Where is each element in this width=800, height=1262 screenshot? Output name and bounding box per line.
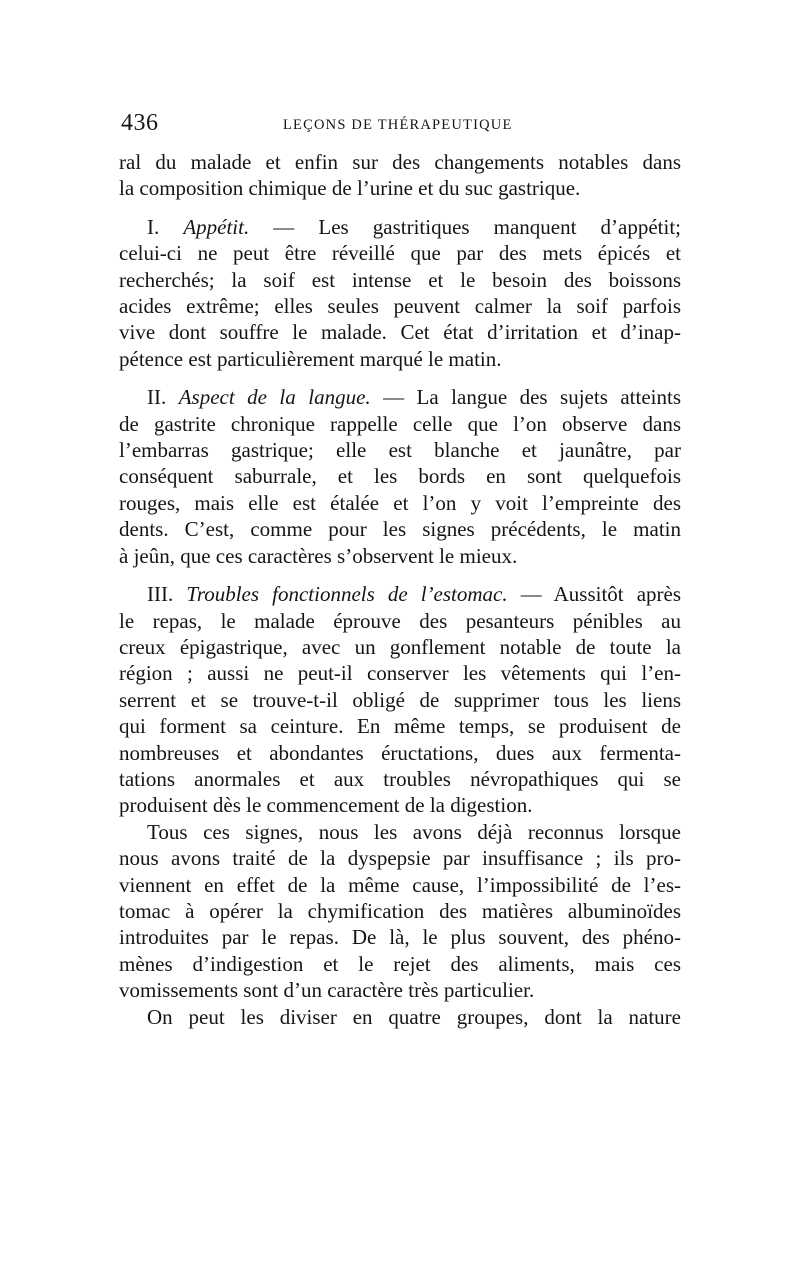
text-line: tomac à opérer la chymification des matières albuminoïdes [119, 898, 681, 923]
paragraph-appetit [119, 214, 681, 372]
page-header [121, 110, 679, 140]
text-line: le repas, le malade éprouve des pesanteurs pénibles au [119, 608, 681, 633]
paragraph-signes [119, 819, 681, 1004]
text-line: On peut les diviser en quatre groupes, dont la nature [147, 1004, 681, 1029]
text-line: qui forment sa ceinture. En même temps, se produisent de [119, 714, 681, 739]
section-label: I. [147, 214, 160, 239]
text-line: la composition chimique de l’urine et du suc gastrique. [119, 176, 581, 201]
text-line: vive dont souffre le malade. Cet état d’irritation et d’inap- [119, 320, 681, 345]
text-line: dents. C’est, comme pour les signes précédents, le matin [119, 517, 681, 542]
text-line [119, 581, 681, 607]
text-line: celui-ci ne peut être réveillé que par des mets épicés et [119, 241, 681, 266]
section-label: II. [147, 385, 167, 410]
text-line: recherchés; la soif est intense et le besoin des boissons [119, 267, 681, 292]
section-title: Troubles fonctionnels de l’estomac. [186, 582, 508, 607]
text-line: région ; aussi ne peut-il conserver les vêtements qui l’en- [119, 661, 681, 686]
text-line: de gastrite chronique rappelle celle que l’on observe dans [119, 411, 681, 436]
text-line: serrent et se trouve-t-il obligé de supprimer tous les liens [119, 687, 681, 712]
text-line: pétence est particulièrement marqué le matin. [119, 346, 502, 371]
text-line [119, 384, 681, 410]
text-line: l’embarras gastrique; elle est blanche et jaunâtre, par [119, 438, 681, 463]
paragraph-groupes [119, 1004, 681, 1030]
body-text [119, 149, 681, 1030]
text-line: tations anormales et aux troubles névropathiques qui se [119, 766, 681, 791]
text-line: ral du malade et enfin sur des changements notables dans [119, 150, 681, 174]
page-number: 436 [121, 110, 159, 136]
paragraph-troubles [119, 581, 681, 819]
section-title: Appétit. [183, 214, 250, 239]
text-line: à jeûn, que ces caractères s’observent le mieux. [119, 543, 518, 568]
section-lead: — La langue des sujets atteints [370, 385, 682, 410]
section-label: III. [147, 582, 174, 607]
text-line: acides extrême; elles seules peuvent calmer la soif parfois [119, 294, 681, 319]
paragraph-continuation [119, 149, 681, 202]
text-line: rouges, mais elle est étalée et l’on y voit l’empreinte des [119, 490, 681, 515]
running-title: LEÇONS DE THÉRAPEUTIQUE [283, 117, 513, 133]
section-title: Aspect de la langue. [178, 385, 371, 410]
text-line: vomissements sont d’un caractère très particulier. [119, 978, 535, 1003]
text-line: introduites par le repas. De là, le plus souvent, des phéno- [119, 925, 681, 950]
section-lead: — Les gastritiques manquent d’appétit; [249, 214, 682, 239]
text-line: nous avons traité de la dyspepsie par insuffisance ; ils pro- [119, 846, 681, 871]
text-line: conséquent saburrale, et les bords en sont quelquefois [119, 464, 681, 489]
text-line: Tous ces signes, nous les avons déjà reconnus lorsque [147, 819, 681, 844]
text-line: viennent en effet de la même cause, l’impossibilité de l’es- [119, 872, 681, 897]
text-line: produisent dès le commencement de la digestion. [119, 793, 533, 818]
paragraph-langue [119, 384, 681, 569]
text-line: creux épigastrique, avec un gonflement notable de toute la [119, 634, 681, 659]
text-line [119, 214, 681, 240]
text-line: nombreuses et abondantes éructations, dues aux fermenta- [119, 740, 681, 765]
section-lead: — Aussitôt après [507, 582, 682, 607]
text-line: mènes d’indigestion et le rejet des aliments, mais ces [119, 951, 681, 976]
